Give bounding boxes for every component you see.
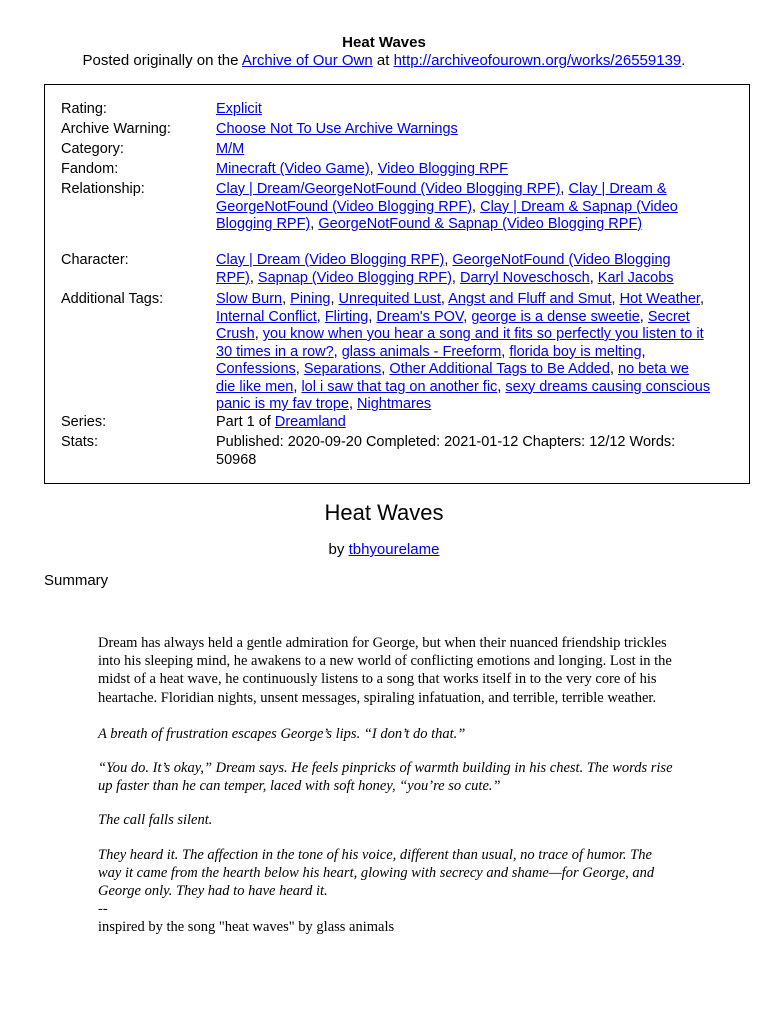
warning-value bbox=[216, 121, 711, 139]
tag-link[interactable]: Karl Jacobs bbox=[597, 269, 674, 286]
tag-link[interactable]: florida boy is melting bbox=[509, 343, 642, 360]
series-label: Series: bbox=[61, 414, 107, 430]
excerpt-paragraph: “You do. It’s okay,” Dream says. He feels pinpricks of warmth building in his chest. The words rise up faster than he can temper, laced with soft honey, “you’re so cute.” bbox=[98, 760, 673, 795]
tag-separator: , bbox=[348, 396, 358, 412]
tag-link[interactable]: Clay | Dream & GeorgeNotFound (Video Blogging RPF) bbox=[216, 181, 667, 215]
character-label: Character: bbox=[61, 252, 129, 268]
tag-link[interactable]: Separations bbox=[303, 361, 382, 377]
tag-separator: , bbox=[369, 161, 378, 177]
tag-separator: , bbox=[440, 291, 449, 307]
tag-link[interactable]: you know when you hear a song and it fits so perfectly you listen to it 30 times in a row? bbox=[216, 326, 704, 360]
tag-separator: , bbox=[609, 361, 618, 377]
tag-separator: , bbox=[330, 291, 339, 307]
tag-link[interactable]: Hot Weather bbox=[619, 291, 700, 307]
tag-link[interactable]: Clay | Dream/GeorgeNotFound (Video Blogging RPF) bbox=[216, 181, 561, 197]
rating-link[interactable]: Explicit bbox=[216, 101, 262, 117]
metadata-box bbox=[44, 84, 750, 484]
tag-link[interactable]: Clay | Dream (Video Blogging RPF) bbox=[216, 252, 445, 268]
work-title: Heat Waves bbox=[324, 500, 444, 525]
tag-separator: , bbox=[560, 181, 569, 197]
tag-link[interactable]: Nightmares bbox=[357, 396, 432, 412]
tag-link[interactable]: Angst and Fluff and Smut bbox=[448, 291, 612, 307]
tag-link[interactable]: GeorgeNotFound (Video Blogging RPF) bbox=[216, 252, 671, 286]
rating-value bbox=[216, 101, 711, 119]
document-title: Heat Waves bbox=[342, 34, 426, 51]
fandom-label: Fandom: bbox=[61, 161, 119, 177]
tag-link[interactable]: Other Additional Tags to Be Added bbox=[389, 361, 610, 377]
summary-block bbox=[98, 634, 678, 937]
excerpt-paragraph: A breath of frustration escapes George’s lips. “I don’t do that.” bbox=[98, 725, 466, 742]
tag-link[interactable]: GeorgeNotFound & Sapnap (Video Blogging RPF) bbox=[318, 216, 643, 232]
tag-link[interactable]: glass animals - Freeform bbox=[341, 343, 502, 360]
stats-value: Published: 2020-09-20 Completed: 2021-01-12 Chapters: 12/12 Words: 50968 bbox=[216, 434, 676, 468]
tag-link[interactable]: Dream's POV bbox=[376, 308, 464, 325]
tag-link[interactable]: Darryl Noveschosch bbox=[459, 269, 590, 286]
tag-separator: , bbox=[463, 308, 472, 325]
category-link[interactable]: M/M bbox=[216, 141, 245, 157]
tag-separator: , bbox=[254, 326, 263, 342]
excerpt-paragraph: The call falls silent. bbox=[98, 812, 213, 829]
warning-label: Archive Warning: bbox=[61, 121, 171, 137]
author-link[interactable]: tbhyourelame bbox=[348, 541, 440, 558]
tag-separator: , bbox=[611, 291, 620, 307]
archive-link[interactable]: Archive of Our Own bbox=[241, 52, 373, 69]
tag-link[interactable]: Minecraft (Video Game) bbox=[216, 161, 370, 177]
character-tags bbox=[216, 252, 711, 287]
tag-separator: , bbox=[293, 378, 302, 395]
additional-tags bbox=[216, 291, 711, 414]
fandom-tags bbox=[216, 161, 711, 179]
tag-link[interactable]: lol i saw that tag on another fic bbox=[301, 378, 498, 395]
warning-link[interactable]: Choose Not To Use Archive Warnings bbox=[216, 121, 458, 137]
relationship-label: Relationship: bbox=[61, 181, 145, 197]
tag-link[interactable]: Internal Conflict bbox=[216, 308, 317, 325]
origin-line bbox=[0, 52, 768, 69]
tag-link[interactable]: Flirting bbox=[324, 308, 369, 325]
tag-link[interactable]: Pining bbox=[290, 291, 331, 307]
tag-separator: , bbox=[641, 343, 646, 360]
category-value bbox=[216, 141, 711, 159]
summary-heading: Summary bbox=[44, 572, 109, 589]
tag-link[interactable]: Unrequited Lust bbox=[338, 291, 441, 307]
posted-prefix: Posted originally on the bbox=[82, 52, 239, 69]
tag-separator: , bbox=[282, 291, 291, 307]
tag-link[interactable]: Slow Burn bbox=[216, 291, 283, 307]
additional-tags-label: Additional Tags: bbox=[61, 291, 164, 307]
tag-separator: , bbox=[368, 308, 377, 325]
series-value bbox=[216, 414, 711, 432]
tag-link[interactable]: Secret Crush bbox=[216, 308, 690, 342]
byline bbox=[0, 541, 768, 558]
category-label: Category: bbox=[61, 141, 124, 157]
tag-separator: , bbox=[639, 308, 648, 325]
tag-separator: , bbox=[295, 361, 304, 377]
origin-period: . bbox=[681, 52, 686, 69]
at-text: at bbox=[376, 52, 390, 69]
by-text: by bbox=[328, 541, 345, 558]
tag-link[interactable]: george is a dense sweetie bbox=[471, 308, 640, 325]
tag-link[interactable]: Confessions bbox=[216, 361, 296, 377]
tag-link[interactable]: no beta we die like men bbox=[216, 361, 689, 395]
series-prefix: Part 1 of bbox=[216, 414, 271, 430]
tag-separator: , bbox=[501, 343, 510, 360]
tag-separator: , bbox=[310, 216, 319, 232]
tag-separator: , bbox=[589, 269, 598, 286]
excerpt-paragraph: They heard it. The affection in the tone of his voice, different than usual, no trace of humor. The way it came from the hearth below his heart, glowing with secrecy and shame—for George, and George only. They had to have heard it. bbox=[98, 846, 655, 900]
stats-label: Stats: bbox=[61, 434, 99, 450]
tag-separator: , bbox=[316, 308, 325, 325]
tag-link[interactable]: Video Blogging RPF bbox=[377, 161, 509, 177]
separator: -- bbox=[98, 901, 108, 918]
summary-intro: Dream has always held a gentle admiration for George, but when their nuanced friendship trickles into his sleeping mind, he awakens to a new world of conflicting emotions and longing. Lost in the midst of a heat wave, he continuously listens to a song that works itself in to the very core of his heartache. Floridian nights, unsent messages, spiraling infatuation, and terrible, terrible weather. bbox=[98, 635, 672, 706]
series-link[interactable]: Dreamland bbox=[274, 414, 346, 430]
tag-separator: , bbox=[451, 269, 460, 286]
tag-link[interactable]: sexy dreams causing conscious panic is my fav trope bbox=[216, 378, 711, 412]
tag-separator: , bbox=[472, 198, 481, 215]
rating-label: Rating: bbox=[61, 101, 107, 117]
tag-separator: , bbox=[333, 343, 342, 360]
relationship-tags bbox=[216, 181, 711, 234]
inspiration-note: inspired by the song "heat waves" by glass animals bbox=[98, 919, 395, 936]
tag-link[interactable]: Clay | Dream & Sapnap (Video Blogging RPF) bbox=[216, 198, 678, 232]
tag-separator: , bbox=[381, 361, 390, 377]
tag-separator: , bbox=[444, 252, 453, 268]
tag-separator: , bbox=[699, 291, 704, 307]
tag-separator: , bbox=[249, 269, 258, 286]
tag-separator: , bbox=[497, 378, 506, 395]
tag-link[interactable]: Sapnap (Video Blogging RPF) bbox=[257, 269, 452, 286]
work-url-link[interactable]: http://archiveofourown.org/works/26559139 bbox=[393, 52, 682, 69]
